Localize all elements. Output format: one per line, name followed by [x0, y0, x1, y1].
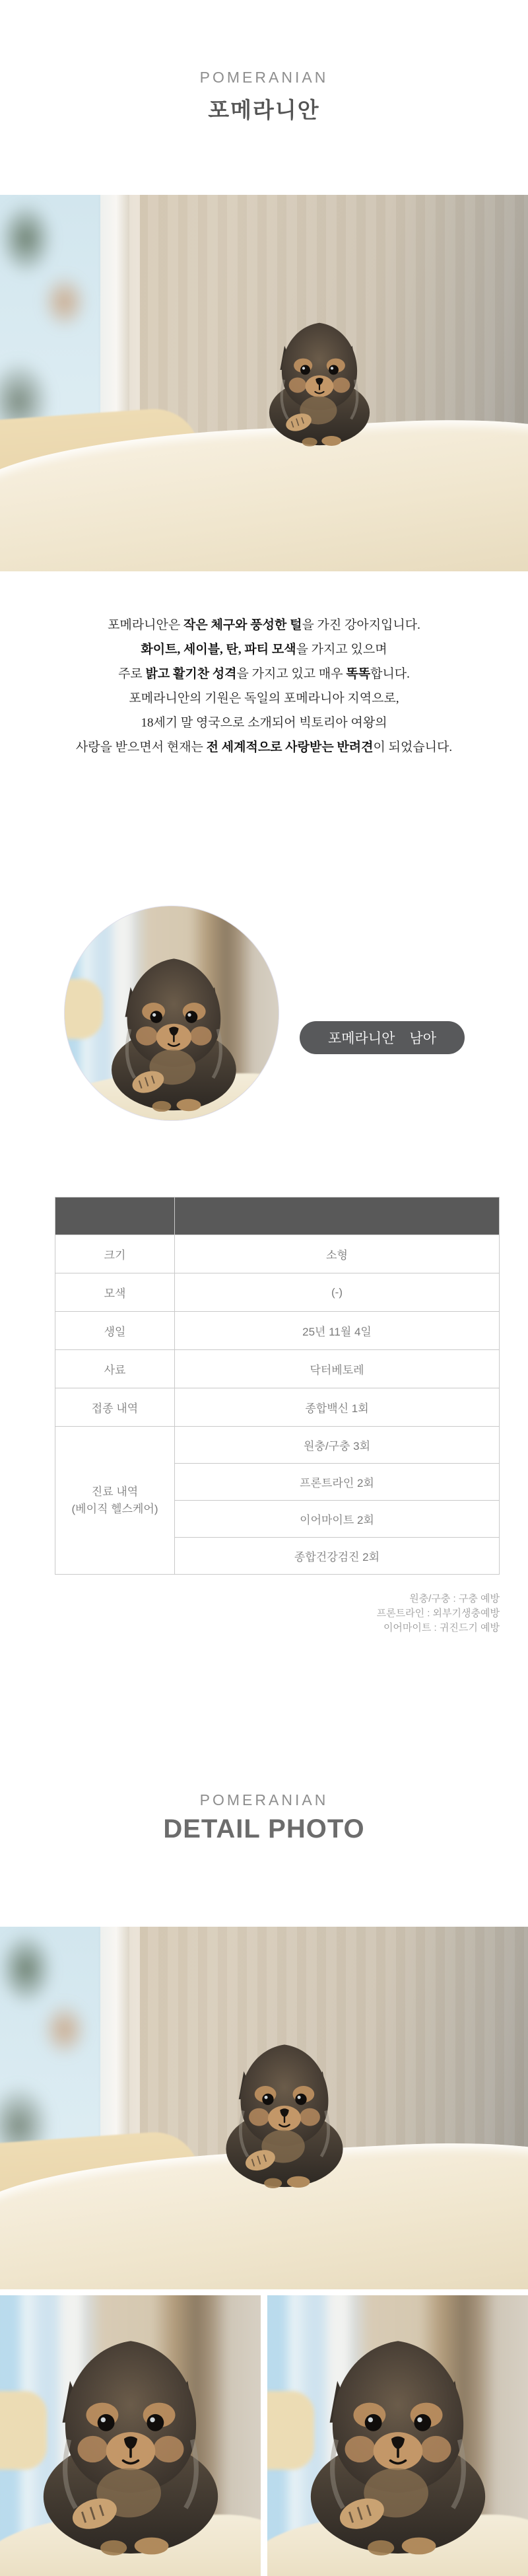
- detail-photo-1: [0, 1927, 528, 2289]
- row-value: 25년 11월 4일: [175, 1312, 500, 1350]
- table-row: [55, 1312, 500, 1350]
- puppy-illustration: [214, 2036, 354, 2188]
- care-footnotes: [377, 1592, 500, 1635]
- footnote: 이어마이트 : 귀진드기 예방: [383, 1622, 500, 1633]
- care-item: 이어마이트 2회: [175, 1501, 500, 1538]
- table-header-label-cell: [55, 1198, 175, 1235]
- puppy-info-table: [55, 1197, 500, 1575]
- care-label-line1: 진료 내역: [91, 1485, 139, 1498]
- row-value: 종합백신 1회: [175, 1388, 500, 1427]
- care-item: 원충/구충 3회: [175, 1427, 500, 1464]
- puppy-illustration: [26, 2312, 235, 2571]
- badge-sex: 남아: [409, 1031, 436, 1046]
- row-value: (-): [175, 1273, 500, 1312]
- profile-photo-circle: [65, 906, 279, 1120]
- detail-section-en: POMERANIAN: [199, 1791, 329, 1808]
- row-value: 소형: [175, 1235, 500, 1273]
- detail-photo-3: [267, 2295, 528, 2576]
- footnote: 프론트라인 : 외부기생충예방: [376, 1608, 500, 1619]
- description-line: 사랑을 받으면서 현재는 전 세계적으로 사랑받는 반려견이 되었습니다.: [75, 740, 453, 754]
- sofa-armrest: [65, 979, 103, 1039]
- table-row: [55, 1427, 500, 1464]
- breed-sex-badge: [300, 1021, 465, 1054]
- page-title-ko: 포메라니안: [208, 98, 320, 122]
- row-label: 사료: [55, 1350, 175, 1388]
- description-line: 화이트, 세이블, 탄, 파티 모색을 가지고 있으며: [141, 643, 387, 657]
- care-label: [55, 1427, 175, 1575]
- care-label-line2: (베이직 헬스케어): [71, 1502, 158, 1515]
- table-header-row: [55, 1198, 500, 1235]
- row-label: 모색: [55, 1273, 175, 1312]
- closeup-photo-scene: [0, 2295, 261, 2576]
- table-row: [55, 1350, 500, 1388]
- footnote: 원충/구충 : 구충 예방: [409, 1593, 500, 1604]
- table-header-value-cell: [175, 1198, 500, 1235]
- care-item: 프론트라인 2회: [175, 1464, 500, 1501]
- page-title-en: POMERANIAN: [199, 69, 329, 86]
- description-line: 18세기 말 영국으로 소개되어 빅토리아 여왕의: [141, 716, 387, 730]
- table-row: [55, 1273, 500, 1312]
- detail-photo-2: [0, 2295, 261, 2576]
- badge-breed: 포메라니안: [327, 1031, 395, 1046]
- description-line: 주로 밝고 활기찬 성격을 가지고 있고 매우 똑똑합니다.: [118, 667, 410, 681]
- row-label: 크기: [55, 1235, 175, 1273]
- table-row: [55, 1235, 500, 1273]
- breed-description: [0, 613, 528, 760]
- profile-photo-scene: [65, 906, 279, 1120]
- description-line: 포메라니안은 작은 체구와 풍성한 털을 가진 강아지입니다.: [108, 618, 420, 632]
- row-label: 접종 내역: [55, 1388, 175, 1427]
- puppy-illustration: [99, 949, 249, 1112]
- row-label: 생일: [55, 1312, 175, 1350]
- closeup-photo-scene: [267, 2295, 528, 2576]
- main-photo: [0, 195, 528, 571]
- puppy-illustration: [294, 2312, 502, 2571]
- detail-section-title: DETAIL PHOTO: [163, 1814, 365, 1843]
- description-line: 포메라니안의 기원은 독일의 포메라니아 지역으로,: [129, 692, 399, 705]
- puppy-illustration: [259, 315, 380, 447]
- table-row: [55, 1388, 500, 1427]
- row-value: 닥터베토레: [175, 1350, 500, 1388]
- care-item: 종합건강검진 2회: [175, 1538, 500, 1575]
